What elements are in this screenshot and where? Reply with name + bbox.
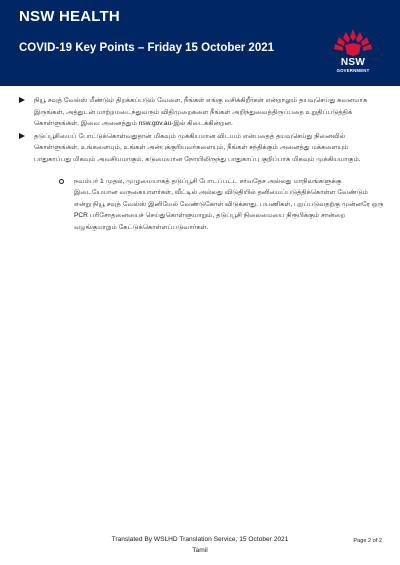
logo-wordmark: NSW	[340, 57, 366, 68]
footer-credit	[0, 535, 400, 556]
sub-point-text: நவம்பர் 1 முதல், முழுமையாகத் தடுப்பூசி போடப்பட்ட சர்வதேச அல்லது மாநிலங்களுக்கு இடையேயான வருகையாளர்கள், வீட்டில் அல்லது விடுதியில் தனிமைப்படுத்திக்கொள்ள வேண்டும் என்று நியூ சவுத் வேல்ஸ் இனிமேல் வேண்டுகோள் விடுக்காது. பயணிகள், புறப்படுவதற்கு முன்னரே ஒரு PCR பரிசோதனையைச் செய்துகொள்ளுமாறும், தடுப்பூசி நிலைமையை நிரூபிக்கும் சான்றை வழங்குமாறும் கேட்டுக்கொள்ளப்படுவார்கள்.	[74, 177, 384, 231]
language-label: Tamil	[192, 546, 208, 554]
page-number: Page 2 of 2	[353, 538, 382, 544]
document-subtitle: COVID-19 Key Points – Friday 15 October 2021	[19, 42, 275, 54]
key-point-2-sub	[58, 176, 384, 234]
logo-government-label: GOVERNMENT	[336, 68, 370, 73]
header-banner	[0, 0, 400, 86]
key-points	[18, 95, 384, 234]
waratah-icon	[329, 27, 377, 57]
arrow-bullet-icon	[19, 97, 25, 103]
nsw-government-logo	[329, 27, 377, 77]
arrow-bullet-icon	[19, 133, 25, 139]
key-point-text: தடுப்பூசியைப் போட்டுக்கொள்வதுதான் மிகவும் முக்கியமான விடயம் என்பதைத் தயவுசெய்து நினைவில் கொள்ளுங்கள். உங்களையும், உங்கள் அன்புக்குரியவர்களையும், நீங்கள் சந்திக்கும் அனைத்து மக்களையும் பாதுகாப்பது மிகவும் அவசியமாகும். கடுமையான நோயிலிருந்து பாதுகாப்பு குறிப்பாக மிகவும் முக்கியமாகும்.	[34, 132, 361, 163]
translation-credit: Translated By WSLHD Translation Service, 15 October 2021	[111, 536, 289, 543]
key-point-text: நியூ சவுத் வேல்ஸ் மீண்டும் திறக்கப்படும் வேளை, நீங்கள் எங்கு வசிக்கிறீர்கள் என்றாலும் தயவுசெய்து கவனமாக இருங்கள், அத்துடன் மாற்றமடைந்துவரும் விதிமுறைகளை நீங்கள் அறிந்துவைத்திருப்பதை உறுதிப்படுத்திக் கொள்ளுங்கள். இவை அனைத்தும் nsw.gov.au-இல் கிடைக்கின்றன.	[34, 97, 368, 128]
key-point-1	[18, 95, 384, 130]
key-point-2	[18, 131, 384, 166]
brand-title: NSW HEALTH	[19, 8, 120, 25]
circle-bullet-icon	[59, 179, 64, 184]
